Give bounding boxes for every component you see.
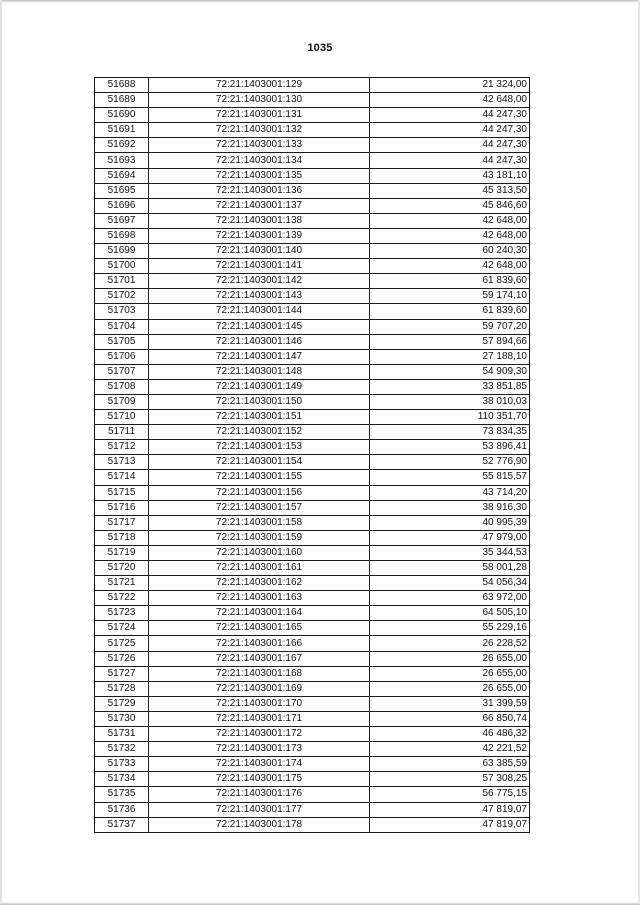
value-cell: 44 247,30	[370, 138, 530, 153]
table-row	[95, 576, 530, 591]
value-cell: 47 819,07	[370, 817, 530, 832]
cadastral-number-cell: 72:21:1403001:130	[149, 93, 370, 108]
value-cell: 47 819,07	[370, 802, 530, 817]
row-id-cell: 51708	[95, 379, 149, 394]
table-row	[95, 138, 530, 153]
row-id-cell: 51729	[95, 696, 149, 711]
table-row	[95, 817, 530, 832]
value-cell: 64 505,10	[370, 606, 530, 621]
row-id-cell: 51726	[95, 651, 149, 666]
table-row	[95, 425, 530, 440]
cadastral-number-cell: 72:21:1403001:148	[149, 364, 370, 379]
cadastral-number-cell: 72:21:1403001:167	[149, 651, 370, 666]
table-row	[95, 591, 530, 606]
table-row	[95, 78, 530, 93]
row-id-cell: 51711	[95, 425, 149, 440]
value-cell: 42 648,00	[370, 259, 530, 274]
table-row	[95, 228, 530, 243]
cadastral-number-cell: 72:21:1403001:155	[149, 470, 370, 485]
value-cell: 66 850,74	[370, 711, 530, 726]
table-row	[95, 93, 530, 108]
row-id-cell: 51694	[95, 168, 149, 183]
table-row	[95, 470, 530, 485]
table-row	[95, 606, 530, 621]
cadastral-number-cell: 72:21:1403001:141	[149, 259, 370, 274]
row-id-cell: 51713	[95, 455, 149, 470]
cadastral-number-cell: 72:21:1403001:160	[149, 545, 370, 560]
cadastral-number-cell: 72:21:1403001:135	[149, 168, 370, 183]
row-id-cell: 51697	[95, 213, 149, 228]
cadastral-number-cell: 72:21:1403001:173	[149, 742, 370, 757]
value-cell: 43 714,20	[370, 485, 530, 500]
row-id-cell: 51717	[95, 515, 149, 530]
table-row	[95, 530, 530, 545]
value-cell: 35 344,53	[370, 545, 530, 560]
cadastral-number-cell: 72:21:1403001:140	[149, 244, 370, 259]
value-cell: 55 815,57	[370, 470, 530, 485]
cadastral-number-cell: 72:21:1403001:129	[149, 78, 370, 93]
row-id-cell: 51701	[95, 274, 149, 289]
value-cell: 26 228,52	[370, 636, 530, 651]
table-row	[95, 168, 530, 183]
value-cell: 44 247,30	[370, 123, 530, 138]
table-row	[95, 787, 530, 802]
table-row	[95, 802, 530, 817]
value-cell: 54 056,34	[370, 576, 530, 591]
cadastral-number-cell: 72:21:1403001:156	[149, 485, 370, 500]
value-cell: 63 385,59	[370, 757, 530, 772]
cadastral-number-cell: 72:21:1403001:163	[149, 591, 370, 606]
value-cell: 47 979,00	[370, 530, 530, 545]
table-row	[95, 772, 530, 787]
value-cell: 33 851,85	[370, 379, 530, 394]
row-id-cell: 51706	[95, 349, 149, 364]
table-row	[95, 259, 530, 274]
cadastral-number-cell: 72:21:1403001:139	[149, 228, 370, 243]
table-row	[95, 757, 530, 772]
row-id-cell: 51695	[95, 183, 149, 198]
value-cell: 57 894,66	[370, 334, 530, 349]
value-cell: 60 240,30	[370, 244, 530, 259]
row-id-cell: 51719	[95, 545, 149, 560]
table-row	[95, 319, 530, 334]
cadastral-number-cell: 72:21:1403001:164	[149, 606, 370, 621]
cadastral-number-cell: 72:21:1403001:175	[149, 772, 370, 787]
table-row	[95, 410, 530, 425]
cadastral-number-cell: 72:21:1403001:161	[149, 561, 370, 576]
cadastral-number-cell: 72:21:1403001:176	[149, 787, 370, 802]
row-id-cell: 51712	[95, 440, 149, 455]
cadastral-number-cell: 72:21:1403001:150	[149, 394, 370, 409]
value-cell: 42 648,00	[370, 93, 530, 108]
value-cell: 54 909,30	[370, 364, 530, 379]
row-id-cell: 51702	[95, 289, 149, 304]
page-number: 1035	[307, 42, 333, 54]
table-row	[95, 108, 530, 123]
row-id-cell: 51734	[95, 772, 149, 787]
value-cell: 55 229,16	[370, 621, 530, 636]
table-row	[95, 621, 530, 636]
cadastral-number-cell: 72:21:1403001:171	[149, 711, 370, 726]
table-row	[95, 153, 530, 168]
table-row	[95, 485, 530, 500]
row-id-cell: 51710	[95, 410, 149, 425]
row-id-cell: 51723	[95, 606, 149, 621]
cadastral-number-cell: 72:21:1403001:142	[149, 274, 370, 289]
row-id-cell: 51692	[95, 138, 149, 153]
cadastral-number-cell: 72:21:1403001:137	[149, 198, 370, 213]
scan-edge-top	[0, 0, 640, 3]
value-cell: 44 247,30	[370, 153, 530, 168]
row-id-cell: 51733	[95, 757, 149, 772]
row-id-cell: 51737	[95, 817, 149, 832]
value-cell: 73 834,35	[370, 425, 530, 440]
cadastral-number-cell: 72:21:1403001:169	[149, 681, 370, 696]
row-id-cell: 51731	[95, 727, 149, 742]
row-id-cell: 51696	[95, 198, 149, 213]
table-row	[95, 440, 530, 455]
row-id-cell: 51699	[95, 244, 149, 259]
cadastral-number-cell: 72:21:1403001:131	[149, 108, 370, 123]
table-row	[95, 500, 530, 515]
cadastral-number-cell: 72:21:1403001:174	[149, 757, 370, 772]
value-cell: 45 846,60	[370, 198, 530, 213]
value-cell: 42 648,00	[370, 213, 530, 228]
scan-edge-left	[0, 0, 2, 905]
value-cell: 38 916,30	[370, 500, 530, 515]
table-row	[95, 636, 530, 651]
table-row	[95, 666, 530, 681]
cadastral-number-cell: 72:21:1403001:162	[149, 576, 370, 591]
row-id-cell: 51705	[95, 334, 149, 349]
row-id-cell: 51728	[95, 681, 149, 696]
cadastral-number-cell: 72:21:1403001:149	[149, 379, 370, 394]
value-cell: 42 648,00	[370, 228, 530, 243]
table-row	[95, 455, 530, 470]
table-row	[95, 696, 530, 711]
cadastral-number-cell: 72:21:1403001:157	[149, 500, 370, 515]
row-id-cell: 51736	[95, 802, 149, 817]
value-cell: 63 972,00	[370, 591, 530, 606]
row-id-cell: 51690	[95, 108, 149, 123]
table-row	[95, 304, 530, 319]
value-cell: 21 324,00	[370, 78, 530, 93]
row-id-cell: 51700	[95, 259, 149, 274]
table-row	[95, 213, 530, 228]
table-row	[95, 379, 530, 394]
row-id-cell: 51735	[95, 787, 149, 802]
cadastral-number-cell: 72:21:1403001:133	[149, 138, 370, 153]
table-row	[95, 123, 530, 138]
table-row	[95, 394, 530, 409]
table-row	[95, 651, 530, 666]
value-cell: 46 486,32	[370, 727, 530, 742]
value-cell: 57 308,25	[370, 772, 530, 787]
cadastral-number-cell: 72:21:1403001:151	[149, 410, 370, 425]
cadastral-number-cell: 72:21:1403001:154	[149, 455, 370, 470]
row-id-cell: 51725	[95, 636, 149, 651]
cadastral-number-cell: 72:21:1403001:132	[149, 123, 370, 138]
cadastral-number-cell: 72:21:1403001:172	[149, 727, 370, 742]
row-id-cell: 51693	[95, 153, 149, 168]
table-row	[95, 349, 530, 364]
table-row	[95, 274, 530, 289]
row-id-cell: 51704	[95, 319, 149, 334]
cadastral-number-cell: 72:21:1403001:165	[149, 621, 370, 636]
value-cell: 61 839,60	[370, 274, 530, 289]
table-row	[95, 727, 530, 742]
row-id-cell: 51688	[95, 78, 149, 93]
value-cell: 61 839,60	[370, 304, 530, 319]
cadastral-number-cell: 72:21:1403001:168	[149, 666, 370, 681]
row-id-cell: 51691	[95, 123, 149, 138]
row-id-cell: 51707	[95, 364, 149, 379]
cadastral-number-cell: 72:21:1403001:170	[149, 696, 370, 711]
value-cell: 43 181,10	[370, 168, 530, 183]
row-id-cell: 51703	[95, 304, 149, 319]
cadastral-number-cell: 72:21:1403001:178	[149, 817, 370, 832]
table-row	[95, 334, 530, 349]
cadastral-number-cell: 72:21:1403001:159	[149, 530, 370, 545]
row-id-cell: 51689	[95, 93, 149, 108]
cadastral-number-cell: 72:21:1403001:147	[149, 349, 370, 364]
value-cell: 52 776,90	[370, 455, 530, 470]
row-id-cell: 51727	[95, 666, 149, 681]
row-id-cell: 51709	[95, 394, 149, 409]
row-id-cell: 51721	[95, 576, 149, 591]
value-cell: 40 995,39	[370, 515, 530, 530]
table-row	[95, 561, 530, 576]
table-row	[95, 198, 530, 213]
value-cell: 44 247,30	[370, 108, 530, 123]
cadastral-number-cell: 72:21:1403001:143	[149, 289, 370, 304]
table-row	[95, 545, 530, 560]
cadastral-number-cell: 72:21:1403001:144	[149, 304, 370, 319]
records-table-body	[95, 78, 530, 833]
cadastral-number-cell: 72:21:1403001:152	[149, 425, 370, 440]
cadastral-number-cell: 72:21:1403001:153	[149, 440, 370, 455]
table-row	[95, 364, 530, 379]
table-row	[95, 289, 530, 304]
value-cell: 42 221,52	[370, 742, 530, 757]
records-table	[94, 77, 530, 833]
row-id-cell: 51730	[95, 711, 149, 726]
table-row	[95, 711, 530, 726]
value-cell: 59 174,10	[370, 289, 530, 304]
cadastral-number-cell: 72:21:1403001:145	[149, 319, 370, 334]
value-cell: 26 655,00	[370, 681, 530, 696]
table-row	[95, 742, 530, 757]
cadastral-number-cell: 72:21:1403001:177	[149, 802, 370, 817]
value-cell: 59 707,20	[370, 319, 530, 334]
table-row	[95, 681, 530, 696]
row-id-cell: 51720	[95, 561, 149, 576]
cadastral-number-cell: 72:21:1403001:138	[149, 213, 370, 228]
row-id-cell: 51718	[95, 530, 149, 545]
row-id-cell: 51722	[95, 591, 149, 606]
value-cell: 27 188,10	[370, 349, 530, 364]
cadastral-number-cell: 72:21:1403001:136	[149, 183, 370, 198]
row-id-cell: 51714	[95, 470, 149, 485]
row-id-cell: 51715	[95, 485, 149, 500]
value-cell: 56 775,15	[370, 787, 530, 802]
row-id-cell: 51732	[95, 742, 149, 757]
value-cell: 53 896,41	[370, 440, 530, 455]
value-cell: 26 655,00	[370, 666, 530, 681]
row-id-cell: 51698	[95, 228, 149, 243]
cadastral-number-cell: 72:21:1403001:134	[149, 153, 370, 168]
value-cell: 31 399,59	[370, 696, 530, 711]
cadastral-number-cell: 72:21:1403001:146	[149, 334, 370, 349]
value-cell: 110 351,70	[370, 410, 530, 425]
value-cell: 45 313,50	[370, 183, 530, 198]
row-id-cell: 51716	[95, 500, 149, 515]
value-cell: 26 655,00	[370, 651, 530, 666]
table-row	[95, 515, 530, 530]
table-row	[95, 183, 530, 198]
cadastral-number-cell: 72:21:1403001:166	[149, 636, 370, 651]
value-cell: 38 010,03	[370, 394, 530, 409]
table-row	[95, 244, 530, 259]
cadastral-number-cell: 72:21:1403001:158	[149, 515, 370, 530]
value-cell: 58 001,28	[370, 561, 530, 576]
row-id-cell: 51724	[95, 621, 149, 636]
